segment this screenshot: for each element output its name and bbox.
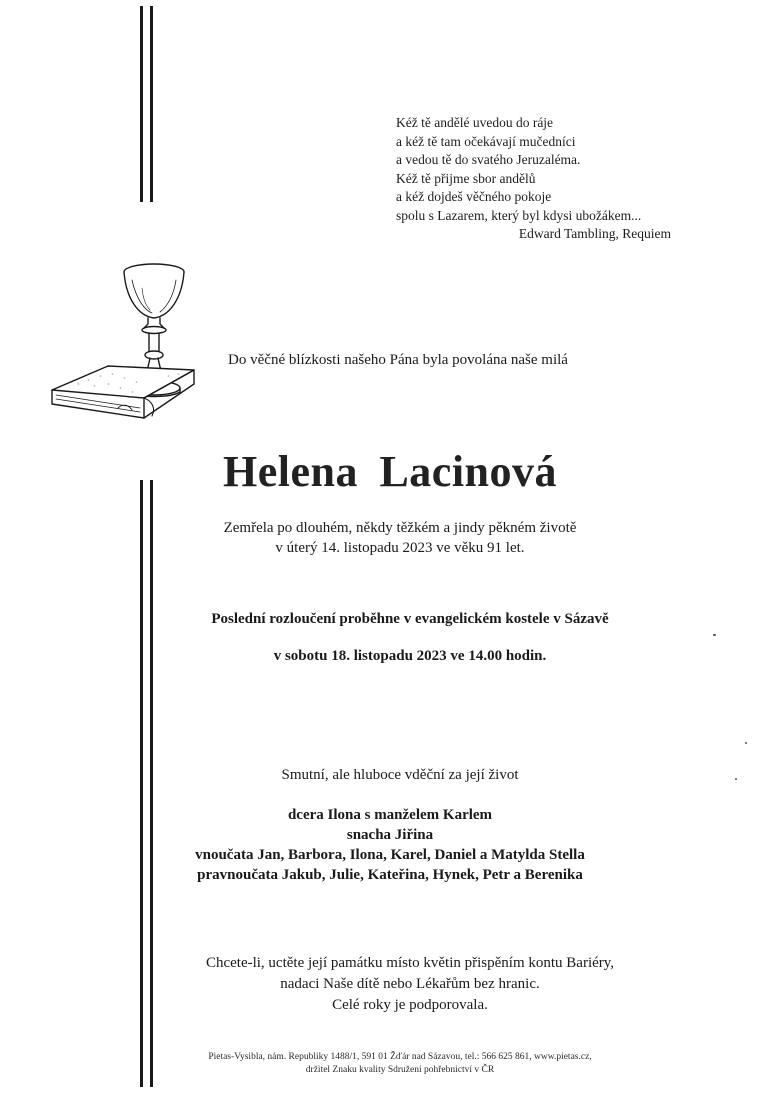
mourner-line: dcera Ilona s manželem Karlem [287, 807, 493, 823]
funeral-service-footer [120, 1051, 680, 1077]
mourner-line: pravnoučata Jakub, Julie, Kateřina, Hynek, Petr a Berenika [197, 867, 583, 883]
intro-text: Do věčné blízkosti našeho Pána byla povolána naše milá [228, 352, 568, 368]
scan-speck [735, 778, 737, 780]
farewell-time: v sobotu 18. listopadu 2023 ve 14.00 hodin. [273, 648, 547, 664]
donation-line: Celé roky je podporovala. [332, 997, 488, 1013]
footer-line: držitel Znaku kvality Sdružení pohřebnictví v ČR [305, 1065, 495, 1075]
footer-line: Pietas-Vysibla, nám. Republiky 1488/1, 591 01 Žďár nad Sázavou, tel.: 566 625 861, www.pietas.cz, [208, 1052, 592, 1062]
death-notice [190, 518, 610, 558]
scan-speck [713, 634, 716, 636]
donation-line: Chcete-li, uctěte její památku místo květin přispěním kontu Bariéry, [205, 955, 615, 971]
farewell-place: Poslední rozloučení proběhne v evangelickém kostele v Sázavě [211, 611, 609, 627]
poem-line: a vedou tě do svatého Jeruzaléma. [396, 152, 581, 167]
top-left-bar-2 [150, 6, 153, 202]
death-notice-line: Zemřela po dlouhém, někdy těžkém a jindy pěkném životě [223, 520, 577, 536]
mourner-line: vnoučata Jan, Barbora, Ilona, Karel, Daniel a Matylda Stella [195, 847, 585, 863]
poem-quote [396, 114, 671, 244]
donation-request [130, 953, 690, 1016]
poem-line: spolu s Lazarem, který byl kdysi ubožákem... [396, 207, 642, 223]
top-left-bar-1 [140, 6, 143, 202]
poem-line: a kéž dojdeš věčného pokoje [396, 189, 552, 204]
mourner-line: snacha Jiřina [346, 827, 434, 843]
poem-line: Kéž tě andělé uvedou do ráje [396, 115, 554, 130]
scan-speck [745, 742, 747, 744]
mourners-list [150, 805, 630, 885]
poem-line: Kéž tě přijme sbor andělů [396, 170, 536, 186]
poem-line: a kéž tě tam očekávají mučedníci [396, 133, 576, 149]
mourners-intro: Smutní, ale hluboce vděční za její život [281, 767, 519, 783]
death-notice-line: v úterý 14. listopadu 2023 ve věku 91 let. [275, 540, 525, 556]
poem-attribution: Edward Tambling, Requiem [518, 226, 671, 241]
deceased-name: Helena Lacinová [222, 447, 558, 496]
donation-line: nadaci Naše dítě nebo Lékařům bez hranic. [280, 976, 540, 992]
